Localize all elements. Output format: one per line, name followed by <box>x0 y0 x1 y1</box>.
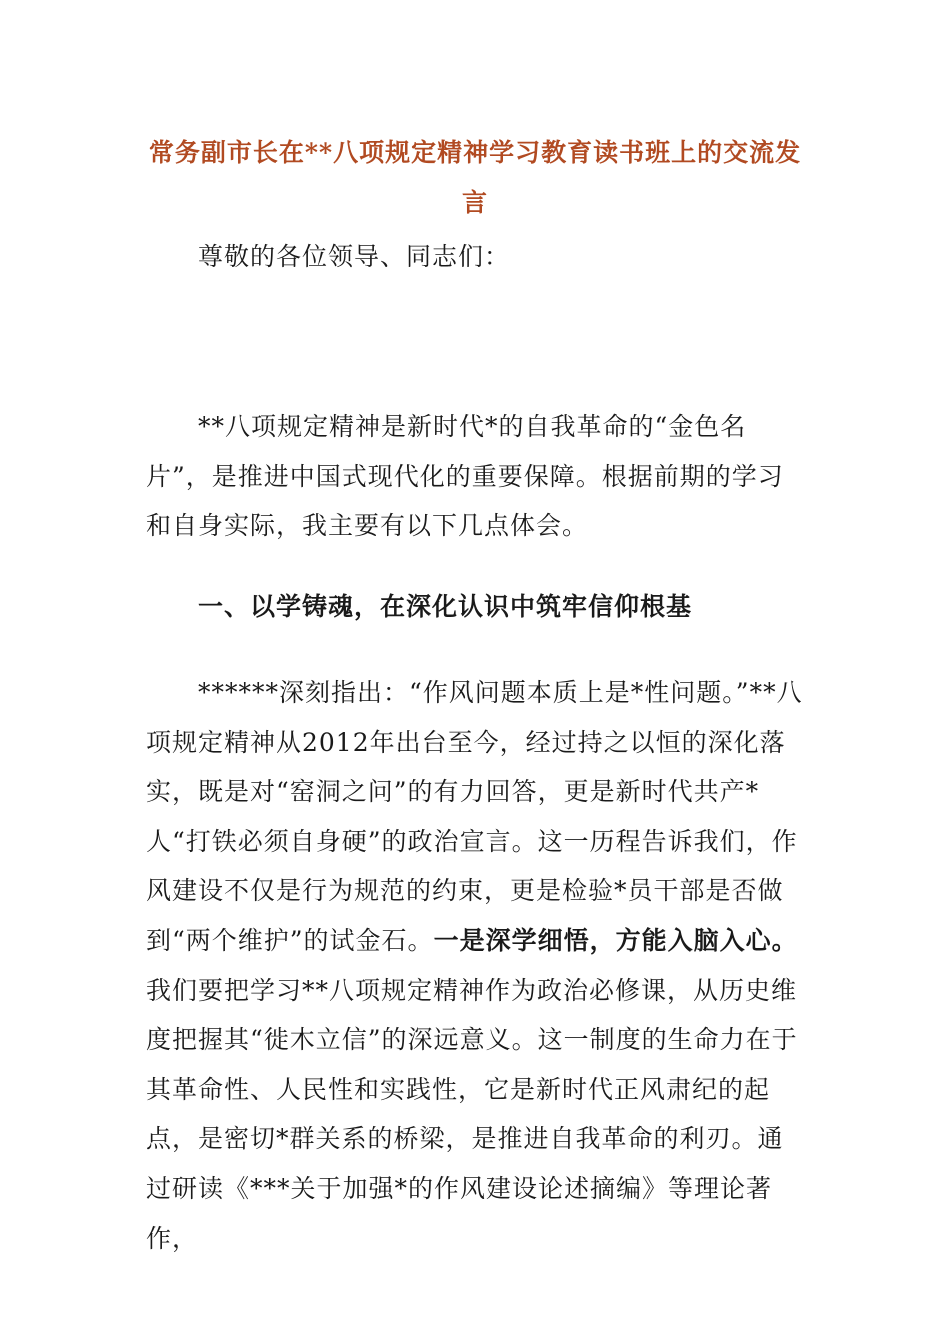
paragraph-section-1-part2: 我们要把学习**八项规定精神作为政治必修课，从历史维度把握其“徙木立信”的深远意义。这一制度的生命力在于其革命性、人民性和实践性，它是新时代正风肃纪的起点，是密切*群关系的桥梁，是推进自我革命的利刃。通过研读《***关于加强*的作风建设论述摘编》等理论著作， <box>146 975 798 1253</box>
document-title: 常务副市长在**八项规定精神学习教育读书班上的交流发言 <box>148 138 802 217</box>
section-heading-1: 一、以学铸魂，在深化认识中筑牢信仰根基 <box>198 592 693 621</box>
paragraph-section-1-bold: 一是深学细悟，方能入脑入心。 <box>433 925 798 955</box>
paragraph-section-1-part1: ******深刻指出：“作风问题本质上是*性问题。”**八项规定精神从2012年出台至今，经过持之以恒的深化落实，既是对“窑洞之问”的有力回答，更是新时代共产*人“打铁必须自身硬”的政治宣言。这一历程告诉我们，作风建设不仅是行为规范的约束，更是检验*员干部是否做到“两个维护”的试金石。 <box>146 678 803 955</box>
salutation: 尊敬的各位领导、同志们： <box>198 242 511 271</box>
paragraph-section-1 <box>146 668 806 1263</box>
paragraph-intro: **八项规定精神是新时代*的自我革命的“金色名片”，是推进中国式现代化的重要保障。根据前期的学习和自身实际，我主要有以下几点体会。 <box>146 412 784 541</box>
